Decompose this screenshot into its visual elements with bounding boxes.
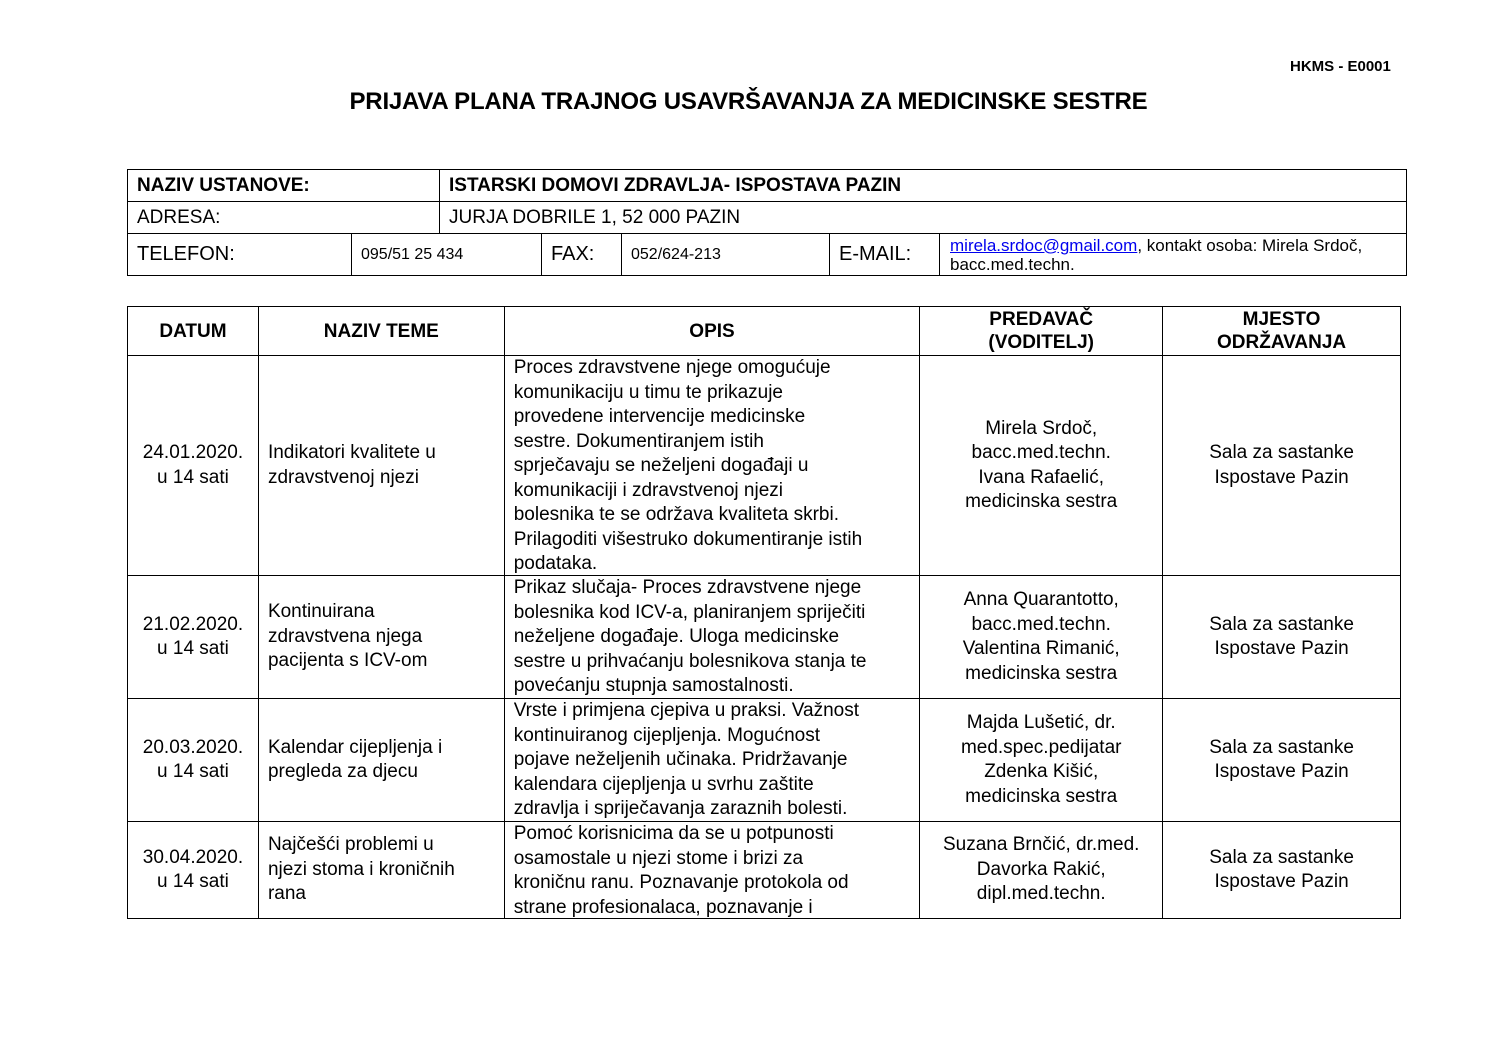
plan-header-row <box>128 307 1401 356</box>
lecturer-cell: Anna Quarantotto, bacc.med.techn. Valentina Rimanić, medicinska sestra <box>920 576 1163 699</box>
email-link[interactable]: mirela.srdoc@gmail.com <box>950 235 1138 255</box>
date-cell: 21.02.2020. u 14 sati <box>128 576 259 699</box>
col-header-lecturer: PREDAVAČ (VODITELJ) <box>920 307 1163 356</box>
place-cell: Sala za sastanke Ispostave Pazin <box>1163 356 1401 576</box>
lecturer-cell: Suzana Brnčić, dr.med. Davorka Rakić, dipl.med.techn. <box>920 822 1163 919</box>
description-cell: Vrste i primjena cjepiva u praksi. Važnost kontinuiranog cijepljenja. Mogućnost pojave neželjenih učinaka. Pridržavanje kalendara cijepljenja u svrhu zaštite zdravlja i spriječavanja zaraznih bolesti. <box>504 699 920 822</box>
address-label: ADRESA: <box>128 202 440 234</box>
phone-value: 095/51 25 434 <box>352 234 542 276</box>
table-row <box>128 699 1401 822</box>
date-cell: 24.01.2020. u 14 sati <box>128 356 259 576</box>
date-cell: 30.04.2020. u 14 sati <box>128 822 259 919</box>
date-cell: 20.03.2020. u 14 sati <box>128 699 259 822</box>
fax-label: FAX: <box>542 234 622 276</box>
table-row <box>128 356 1401 576</box>
description-cell: Prikaz slučaja- Proces zdravstvene njege bolesnika kod ICV-a, planiranjem spriječiti neželjene događaje. Uloga medicinske sestre u prihvaćanju bolesnikova stanja te povećanju stupnja samostalnosti. <box>504 576 920 699</box>
topic-cell: Indikatori kvalitete u zdravstvenoj njezi <box>258 356 504 576</box>
topic-cell: Najčešći problemi u njezi stoma i kroničnih rana <box>258 822 504 919</box>
topic-cell: Kontinuirana zdravstvena njega pacijenta s ICV-om <box>258 576 504 699</box>
col-header-description: OPIS <box>504 307 920 356</box>
contact-person: , kontakt osoba: Mirela Srdoč, <box>1137 235 1363 255</box>
place-cell: Sala za sastanke Ispostave Pazin <box>1163 699 1401 822</box>
document-code: HKMS - E0001 <box>1290 58 1391 75</box>
institution-name-label: NAZIV USTANOVE: <box>128 170 440 202</box>
page-title: PRIJAVA PLANA TRAJNOG USAVRŠAVANJA ZA MEDICINSKE SESTRE <box>349 88 1148 115</box>
place-cell: Sala za sastanke Ispostave Pazin <box>1163 576 1401 699</box>
lecturer-cell: Mirela Srdoč, bacc.med.techn. Ivana Rafaelić, medicinska sestra <box>920 356 1163 576</box>
email-cell <box>940 234 1407 276</box>
institution-table <box>127 169 1407 276</box>
address-value: JURJA DOBRILE 1, 52 000 PAZIN <box>440 202 1407 234</box>
lecturer-cell: Majda Lušetić, dr. med.spec.pedijatar Zdenka Kišić, medicinska sestra <box>920 699 1163 822</box>
email-label: E-MAIL: <box>830 234 940 276</box>
phone-label: TELEFON: <box>128 234 352 276</box>
contact-person-title: bacc.med.techn. <box>950 254 1075 274</box>
fax-value: 052/624-213 <box>622 234 830 276</box>
description-cell: Pomoć korisnicima da se u potpunosti osamostale u njezi stome i brizi za kroničnu ranu. Poznavanje protokola od strane profesionalaca, poznavanje i <box>504 822 920 919</box>
col-header-place: MJESTO ODRŽAVANJA <box>1163 307 1401 356</box>
topic-cell: Kalendar cijepljenja i pregleda za djecu <box>258 699 504 822</box>
table-row <box>128 822 1401 919</box>
place-cell: Sala za sastanke Ispostave Pazin <box>1163 822 1401 919</box>
col-header-topic: NAZIV TEME <box>258 307 504 356</box>
table-row <box>128 576 1401 699</box>
plan-table <box>127 306 1401 919</box>
description-cell: Proces zdravstvene njege omogućuje komunikaciju u timu te prikazuje provedene intervencije medicinske sestre. Dokumentiranjem istih sprječavaju se neželjeni događaji u komunikaciji i zdravstvenoj njezi bolesnika te se održava kvaliteta skrbi. Prilagoditi višestruko dokumentiranje istih podataka. <box>504 356 920 576</box>
col-header-date: DATUM <box>128 307 259 356</box>
institution-name-value: ISTARSKI DOMOVI ZDRAVLJA- ISPOSTAVA PAZIN <box>440 170 1407 202</box>
